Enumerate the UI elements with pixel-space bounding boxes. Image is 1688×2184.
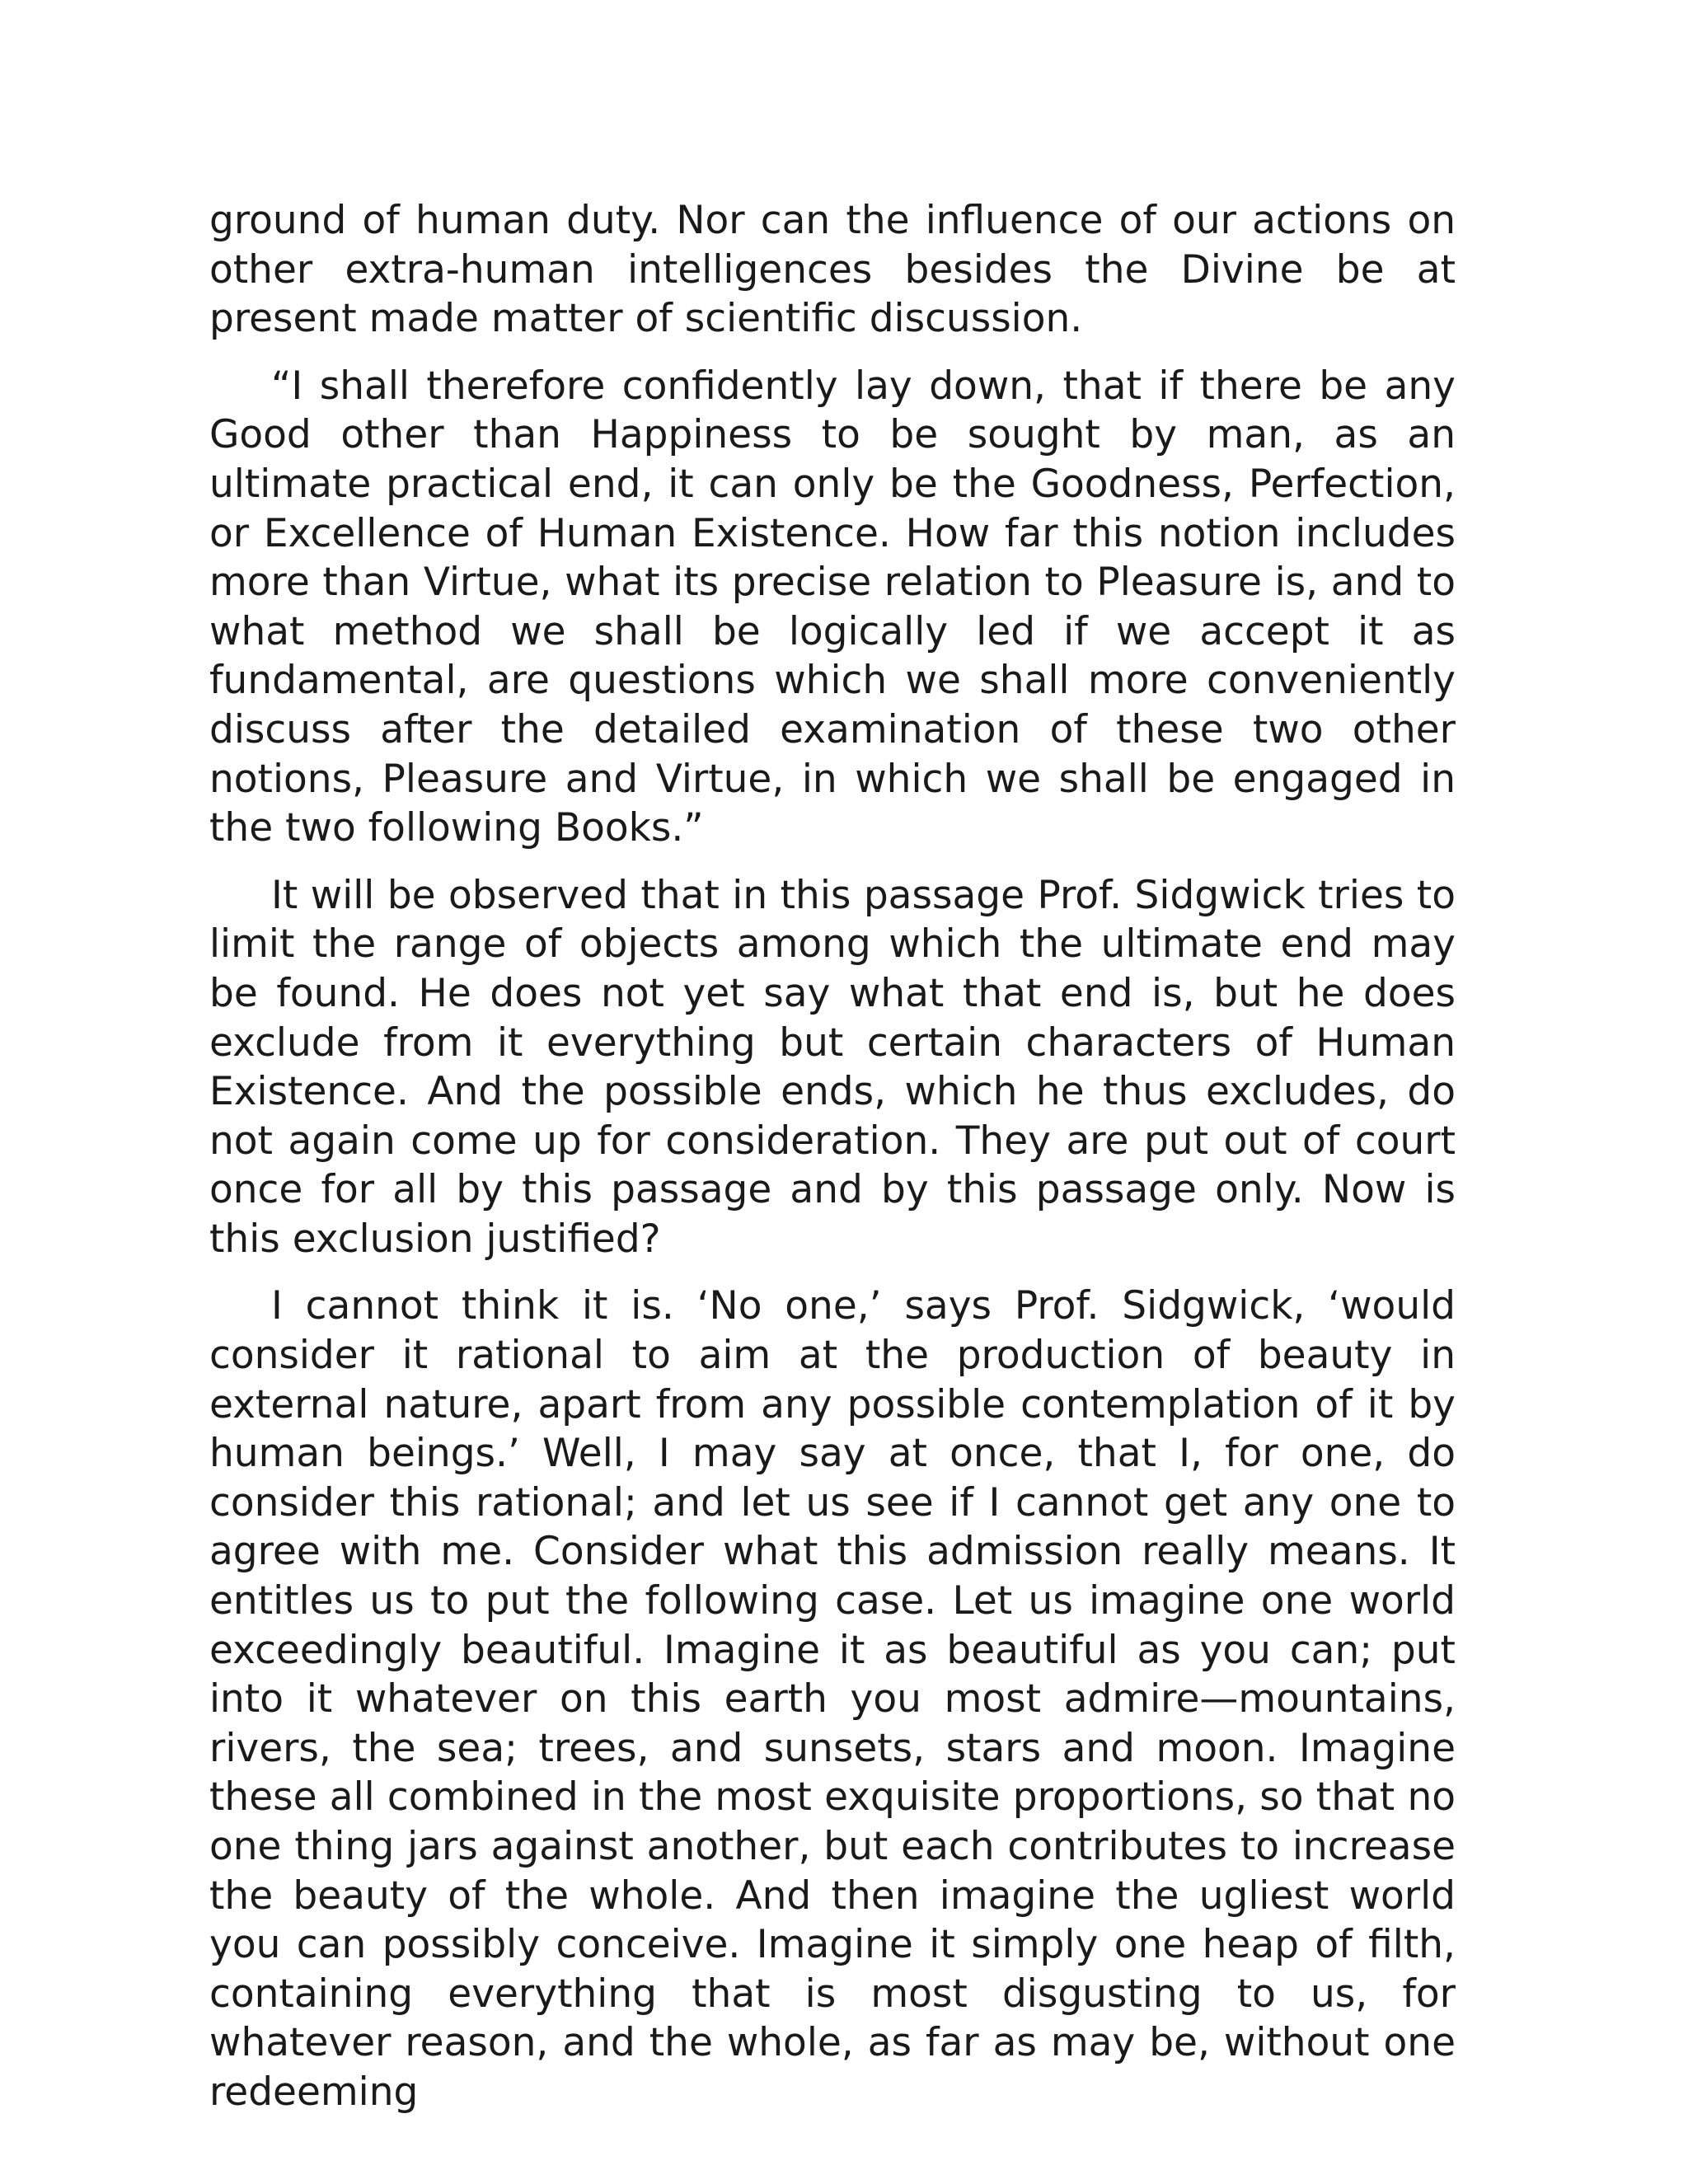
paragraph-observation: It will be observed that in this passage Prof. Sidgwick tries to limit the range of objects among which the ultimate end may be found. He does not yet say what that end is, but he does exclude from it everything but certain characters of Human Existence. And the possible ends, which he thus excludes, do not again come up for consideration. They are put out of court once for all by this passage and by this passage only. Now is this exclusion justified?: [209, 872, 1456, 1262]
paragraph-argument: I cannot think it is. ‘No one,’ says Prof. Sidgwick, ‘would consider it rational to aim at the production of beauty in external nature, apart from any possible contemplation of it by human beings.’ Well, I may say at once, that I, for one, do consider this rational; and let us see if I cannot get any one to agree with me. Consider what this admission really means. It entitles us to put the following case. Let us imagine one world exceedingly beautiful. Imagine it as beautiful as you can; put into it whatever on this earth you most admire—mountains, rivers, the sea; trees, and sunsets, stars and moon. Imagine these all combined in the most exquisite proportions, so that no one thing jars against another, but each contributes to increase the beauty of the whole. And then imagine the ugliest world you can possibly conceive. Imagine it simply one heap of filth, containing everything that is most disgusting to us, for whatever reason, and the whole, as far as may be, without one redeeming: [209, 1283, 1456, 2115]
document-page: [209, 196, 1456, 2135]
paragraph-quotation: “I shall therefore confidently lay down, that if there be any Good other than Happiness to be sought by man, as an ultimate practical end, it can only be the Goodness, Perfection, or Excellence of Human Existence. How far this notion includes more than Virtue, what its precise relation to Pleasure is, and to what method we shall be logically led if we accept it as fundamental, are questions which we shall more conveniently discuss after the detailed examination of these two other notions, Pleasure and Virtue, in which we shall be engaged in the two following Books.”: [209, 363, 1456, 851]
paragraph-continuation: ground of human duty. Nor can the influence of our actions on other extra-human intelligences besides the Divine be at present made matter of scientific discussion.: [209, 198, 1456, 342]
